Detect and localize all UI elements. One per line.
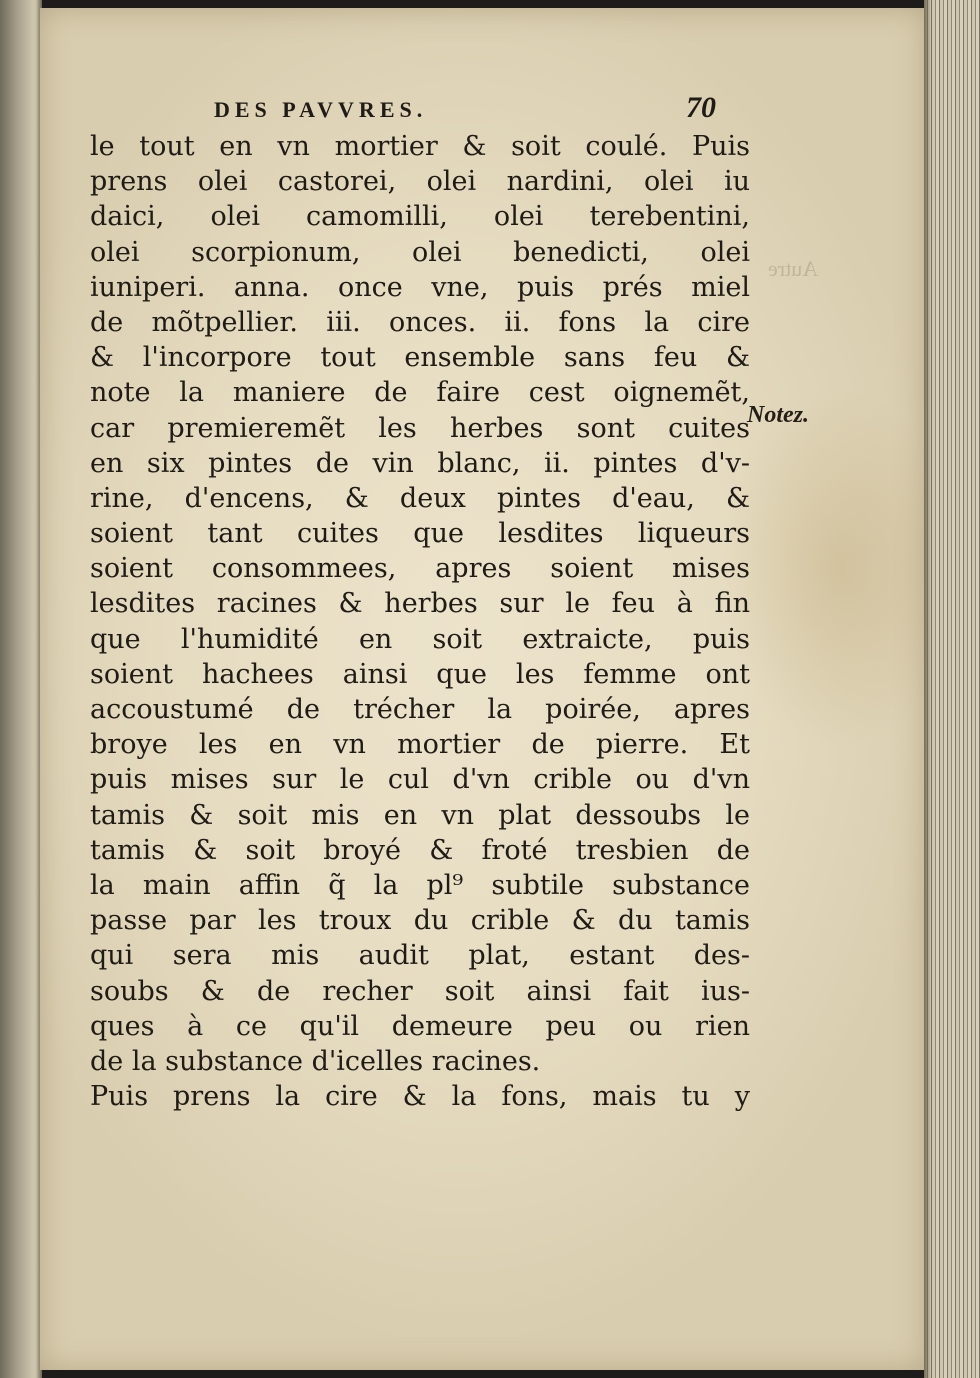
page-edges-stack — [924, 0, 980, 1378]
text-line: le tout en vn mortier & soit coulé. Puis — [90, 131, 750, 162]
text-line: en six pintes de vin blanc, ii. pintes d'v- — [90, 447, 750, 479]
text-line: accoustumé de trécher la poirée, apres — [90, 694, 750, 725]
body-text — [90, 129, 750, 1114]
text-line: iuniperi. anna. once vne, puis prés miel — [90, 271, 750, 303]
text-line: daici, olei camomilli, olei terebentini, — [90, 201, 750, 233]
margin-note: Notez. — [747, 402, 809, 428]
page-text-block — [90, 93, 750, 1114]
text-line: car premieremẽt les herbes sont cuites — [90, 412, 750, 444]
text-line: ques à ce qu'il demeure peu ou rien — [90, 1010, 750, 1042]
text-line: & l'incorpore tout ensemble sans feu & — [90, 342, 750, 374]
previous-page-edge — [0, 0, 42, 1378]
text-line: rine, d'encens, & deux pintes d'eau, & — [90, 482, 750, 514]
text-line: soient hachees ainsi que les femme ont — [90, 658, 750, 690]
text-line: prens olei castorei, olei nardini, olei iu — [90, 166, 750, 198]
text-line: puis mises sur le cul d'vn crible ou d'vn — [90, 764, 750, 796]
text-line: tamis & soit mis en vn plat dessoubs le — [90, 799, 750, 831]
text-line: Puis prens la cire & la fons, mais tu y — [90, 1081, 750, 1113]
bleed-through-text: Autre — [768, 256, 819, 281]
text-line: de mõtpellier. iii. onces. ii. fons la cire — [90, 306, 750, 338]
text-line: passe par les troux du crible & du tamis — [90, 905, 750, 937]
text-line: broye les en vn mortier de pierre. Et — [90, 729, 750, 761]
folio-number: 70 — [686, 91, 716, 124]
running-head — [90, 93, 750, 129]
text-line: lesdites racines & herbes sur le feu à fin — [90, 588, 750, 620]
running-title: DES PAVVRES. — [214, 97, 428, 122]
book-page — [40, 8, 926, 1370]
text-line: que l'humidité en soit extraicte, puis — [90, 623, 750, 655]
text-line: olei scorpionum, olei benedicti, olei — [90, 236, 750, 268]
text-line: soubs & de recher soit ainsi fait ius- — [90, 975, 750, 1007]
text-line: soient tant cuites que lesdites liqueurs — [90, 518, 750, 550]
text-line: qui sera mis audit plat, estant des- — [90, 940, 750, 972]
text-line: soient consommees, apres soient mises — [90, 553, 750, 585]
text-line: note la maniere de faire cest oignemẽt, — [90, 377, 750, 409]
text-line: de la substance d'icelles racines. — [90, 1045, 541, 1077]
text-line: tamis & soit broyé & froté tresbien de — [90, 834, 750, 866]
text-line: la main affin q̃ la pl⁹ subtile substance — [90, 869, 750, 901]
